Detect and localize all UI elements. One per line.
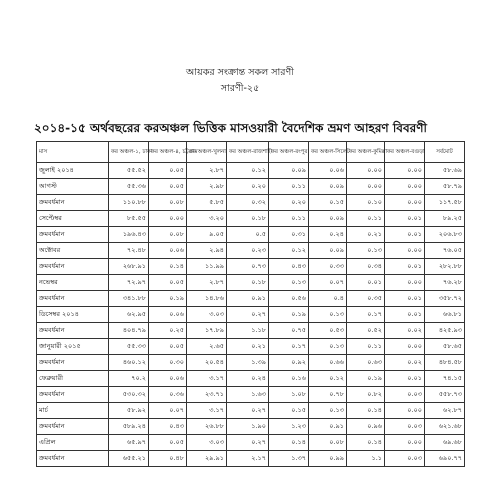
value-cell: ০.১৬: [269, 371, 309, 387]
value-cell: ০.০৯: [309, 243, 347, 259]
value-cell: ০.১২: [309, 371, 347, 387]
column-header: কর অঞ্চল-১, ঢাকা: [109, 142, 149, 163]
value-cell: ০.১৮: [227, 275, 269, 291]
value-cell: ০.১২: [269, 243, 309, 259]
value-cell: ০.৫: [227, 227, 269, 243]
value-cell: ০.৩৪: [347, 259, 385, 275]
value-cell: ০.৫৩: [309, 323, 347, 339]
value-cell: ০.৭৮: [309, 387, 347, 403]
value-cell: ০.১৩: [347, 243, 385, 259]
value-cell: ১.২৩: [269, 419, 309, 435]
column-header-month: মাস: [37, 142, 109, 163]
value-cell: ৫৫.৩৬: [109, 179, 149, 195]
value-cell: ৬৫.৯৭: [109, 435, 149, 451]
value-cell: ০.২১: [227, 339, 269, 355]
value-cell: ০.০১: [385, 291, 425, 307]
table-row: [37, 243, 465, 259]
value-cell: ২.৮৭: [187, 163, 227, 179]
value-cell: ০.২৩: [227, 243, 269, 259]
month-cell: আগস্ট: [37, 179, 109, 195]
value-cell: ৬৫৫.২১: [109, 451, 149, 467]
table-row: [37, 435, 465, 451]
value-cell: ৩.১৭: [187, 403, 227, 419]
value-cell: ২৯.৯১: [187, 451, 227, 467]
value-cell: ০.০০: [385, 163, 425, 179]
value-cell: ০.১৯: [269, 307, 309, 323]
value-cell: ০.৭৫: [269, 323, 309, 339]
value-cell: ০.১৩: [309, 307, 347, 323]
column-header: কর অঞ্চল-খুলনা: [187, 142, 227, 163]
value-cell: ২০৬.৮৩: [425, 227, 465, 243]
value-cell: ০.০৩: [385, 387, 425, 403]
table-body: [37, 163, 465, 467]
value-cell: ৪২৫.৯৩: [425, 323, 465, 339]
month-cell: নভেম্বর: [37, 275, 109, 291]
column-header: কর অঞ্চল-বগুড়া: [385, 142, 425, 163]
value-cell: ০.০১: [385, 259, 425, 275]
value-cell: ৭২.৯৭: [109, 275, 149, 291]
month-cell: ক্রমবর্ধমান: [37, 451, 109, 467]
value-cell: ০.০০: [385, 179, 425, 195]
value-cell: ৮৯.২৫: [425, 211, 465, 227]
value-cell: ০.১১: [269, 211, 309, 227]
value-cell: ০.৫৬: [269, 291, 309, 307]
column-header: কর অঞ্চল-রাজশাহী: [227, 142, 269, 163]
value-cell: ৬৯.৬৮: [425, 435, 465, 451]
value-cell: ২.৯৪: [187, 243, 227, 259]
value-cell: ৩.০৩: [187, 435, 227, 451]
value-cell: ৫৮.৬৫: [425, 339, 465, 355]
value-cell: ০.০১: [385, 211, 425, 227]
value-cell: ১৪.৮৬: [187, 291, 227, 307]
month-cell: ক্রমবর্ধমান: [37, 291, 109, 307]
value-cell: ০.০৭: [309, 275, 347, 291]
value-cell: ০.০০: [385, 339, 425, 355]
value-cell: ০.০৬: [309, 163, 347, 179]
value-cell: ২৬.৮৮: [187, 419, 227, 435]
value-cell: ০.৪৮: [149, 451, 187, 467]
month-cell: ক্রমবর্ধমান: [37, 259, 109, 275]
month-cell: মার্চ: [37, 403, 109, 419]
value-cell: ১.১৮: [227, 323, 269, 339]
value-cell: ০.০৫: [149, 435, 187, 451]
value-cell: ৫৮৯.২৪: [109, 419, 149, 435]
column-header: কর অঞ্চল-রংপুর: [269, 142, 309, 163]
value-cell: ০.০২: [385, 355, 425, 371]
value-cell: ০.১৩: [309, 403, 347, 419]
table-row: [37, 195, 465, 211]
value-cell: ০.২৭: [227, 435, 269, 451]
value-cell: ০.৩৫: [347, 291, 385, 307]
value-cell: ০.৯৬: [347, 419, 385, 435]
value-cell: ০.০২: [385, 323, 425, 339]
month-cell: অক্টোবর: [37, 243, 109, 259]
value-cell: ০.২০: [269, 195, 309, 211]
value-cell: ০.৯১: [227, 291, 269, 307]
table-row: [37, 387, 465, 403]
value-cell: ৫৫৮.৭৩: [425, 387, 465, 403]
value-cell: ২৮২.৮৮: [425, 259, 465, 275]
value-cell: ০.৪: [309, 291, 347, 307]
value-cell: ০.০৩: [385, 451, 425, 467]
month-cell: ক্রমবর্ধমান: [37, 387, 109, 403]
table-row: [37, 451, 465, 467]
value-cell: ৪৮৪.৫৮: [425, 355, 465, 371]
value-cell: ৩.০৩: [187, 307, 227, 323]
value-cell: ০.০৩: [385, 419, 425, 435]
value-cell: ০.০০: [385, 243, 425, 259]
value-cell: ৫৮.৯২: [109, 403, 149, 419]
value-cell: ৫৮.৭৯: [425, 179, 465, 195]
table-row: [37, 163, 465, 179]
value-cell: ১.৬৩: [227, 387, 269, 403]
value-cell: ০.০৯: [269, 163, 309, 179]
value-cell: ০.১৫: [269, 403, 309, 419]
table-number: সারণী-২৫: [220, 83, 260, 94]
value-cell: ০.৯১: [309, 419, 347, 435]
value-cell: ১১.৯৯: [187, 259, 227, 275]
travel-tax-table: [36, 141, 465, 467]
value-cell: ০.০১: [385, 307, 425, 323]
value-cell: ০.২১: [347, 227, 385, 243]
value-cell: ০.০৫: [149, 275, 187, 291]
value-cell: ০.৯৯: [309, 451, 347, 467]
month-cell: ক্রমবর্ধমান: [37, 355, 109, 371]
value-cell: ১৯৬.৪৩: [109, 227, 149, 243]
table-row: [37, 179, 465, 195]
value-cell: ০.০৬: [149, 307, 187, 323]
value-cell: ৭০.২: [109, 371, 149, 387]
value-cell: ০.২৪: [227, 371, 269, 387]
value-cell: ০.১৮: [227, 211, 269, 227]
table-row: [37, 307, 465, 323]
value-cell: ২.৬৫: [187, 339, 227, 355]
value-cell: ০.১৫: [309, 195, 347, 211]
value-cell: ১.৯০: [227, 419, 269, 435]
value-cell: ০.০০: [347, 179, 385, 195]
value-cell: ৭৪.১৫: [425, 371, 465, 387]
value-cell: ০.১১: [269, 179, 309, 195]
value-cell: ০.০৮: [309, 435, 347, 451]
value-cell: ০.১৪: [347, 403, 385, 419]
value-cell: ২.৮৭: [187, 275, 227, 291]
value-cell: ০.২৭: [227, 307, 269, 323]
value-cell: ০.০৯: [309, 211, 347, 227]
table-row: [37, 275, 465, 291]
value-cell: ৫৫.৩৩: [109, 339, 149, 355]
column-header: সর্বমোট: [425, 142, 465, 163]
column-header: কর অঞ্চল-৪, চট্টগ্রাম: [149, 142, 187, 163]
value-cell: ০.০৮: [149, 195, 187, 211]
report-heading: আয়কর সংক্রান্ত সকল সারণী: [186, 67, 294, 78]
value-cell: ০.০১: [385, 371, 425, 387]
value-cell: ০.০০: [347, 163, 385, 179]
value-cell: ৭৬.২৮: [425, 275, 465, 291]
value-cell: ৭২.৪৮: [109, 243, 149, 259]
value-cell: ১১০.৮৮: [109, 195, 149, 211]
value-cell: ০.০০: [385, 403, 425, 419]
value-cell: ০.১৭: [347, 307, 385, 323]
table-title: ২০১৪-১৫ অর্থবছরের করঅঞ্চল ভিত্তিক মাসওয়ারী বৈদেশিক ভ্রমণ আহরণ বিবরণী: [34, 121, 427, 135]
value-cell: ০.০৯: [309, 179, 347, 195]
value-cell: ৯.০৫: [187, 227, 227, 243]
table-row: [37, 371, 465, 387]
value-cell: ৬২১.৬৮: [425, 419, 465, 435]
value-cell: ০.০৬: [149, 371, 187, 387]
value-cell: ২.৯৮: [187, 179, 227, 195]
value-cell: ১৭.৮৯: [187, 323, 227, 339]
value-cell: ০.২০: [227, 179, 269, 195]
value-cell: ৬২.৮৭: [425, 403, 465, 419]
value-cell: ১.১: [347, 451, 385, 467]
month-cell: ক্রমবর্ধমান: [37, 195, 109, 211]
value-cell: ৫৫.৫২: [109, 163, 149, 179]
value-cell: ০.৩২: [227, 195, 269, 211]
value-cell: ২.১৭: [227, 451, 269, 467]
value-cell: ০.০০: [385, 435, 425, 451]
value-cell: ৬৬.৮১: [425, 307, 465, 323]
value-cell: ৫৩০.৩২: [109, 387, 149, 403]
column-header: কর অঞ্চল-সিলেট: [309, 142, 347, 163]
month-cell: ক্রমবর্ধমান: [37, 419, 109, 435]
value-cell: ৬২.৯৫: [109, 307, 149, 323]
value-cell: ৩.১৭: [187, 371, 227, 387]
value-cell: ০.৭৩: [227, 259, 269, 275]
table-row: [37, 339, 465, 355]
table-row: [37, 355, 465, 371]
value-cell: ০.১২: [227, 163, 269, 179]
value-cell: ০.৪৩: [149, 419, 187, 435]
value-cell: ৪৬০.১২: [109, 355, 149, 371]
value-cell: ৩.২০: [187, 211, 227, 227]
month-cell: ডিসেম্বর ২০১৪: [37, 307, 109, 323]
value-cell: ২৩.৭১: [187, 387, 227, 403]
value-cell: ১.৩৯: [227, 355, 269, 371]
value-cell: ০.১১: [347, 339, 385, 355]
month-cell: জানুয়ারী ২০১৫: [37, 339, 109, 355]
value-cell: ০.১৩: [309, 339, 347, 355]
value-cell: ৪০৪.৭৯: [109, 323, 149, 339]
value-cell: ০.১৯: [347, 371, 385, 387]
value-cell: ০.০৮: [149, 227, 187, 243]
value-cell: ০.০৫: [149, 339, 187, 355]
value-cell: ০.৬৩: [347, 355, 385, 371]
value-cell: ৩৪১.৮৮: [109, 291, 149, 307]
value-cell: ০.১০: [347, 195, 385, 211]
value-cell: ০.৯২: [269, 355, 309, 371]
table-row: [37, 211, 465, 227]
value-cell: ০.৪৩: [269, 259, 309, 275]
table-row: [37, 227, 465, 243]
value-cell: ০.২৫: [149, 323, 187, 339]
month-cell: সেপ্টেম্বর: [37, 211, 109, 227]
month-cell: ফেব্রুয়ারী: [37, 371, 109, 387]
month-cell: ক্রমবর্ধমান: [37, 227, 109, 243]
table-row: [37, 403, 465, 419]
value-cell: ০.০০: [385, 195, 425, 211]
value-cell: ০.০৭: [149, 403, 187, 419]
value-cell: ০.০৫: [149, 163, 187, 179]
value-cell: ১.০৮: [269, 387, 309, 403]
value-cell: ০.৩৬: [149, 387, 187, 403]
value-cell: ০.৩১: [269, 227, 309, 243]
value-cell: ০.১৯: [149, 291, 187, 307]
value-cell: ০.৩০: [149, 355, 187, 371]
table-row: [37, 419, 465, 435]
value-cell: ৫.৮৫: [187, 195, 227, 211]
value-cell: ৫৮.৬৯: [425, 163, 465, 179]
value-cell: ০.১৩: [269, 275, 309, 291]
value-cell: ৮৫.৫৫: [109, 211, 149, 227]
value-cell: ৬৯০.৭৭: [425, 451, 465, 467]
table-row: [37, 259, 465, 275]
value-cell: ০.০৬: [149, 243, 187, 259]
value-cell: ৭৬.০৫: [425, 243, 465, 259]
value-cell: ০.০১: [347, 275, 385, 291]
table-header-row: [37, 142, 465, 163]
month-cell: ক্রমবর্ধমান: [37, 323, 109, 339]
value-cell: ০.০৫: [149, 179, 187, 195]
value-cell: ৩৫৮.৭২: [425, 291, 465, 307]
value-cell: ০.৮২: [347, 387, 385, 403]
value-cell: ১.৩৭: [269, 451, 309, 467]
value-cell: ২০.৫৪: [187, 355, 227, 371]
value-cell: ০.২৭: [227, 403, 269, 419]
value-cell: ০.১৪: [149, 259, 187, 275]
value-cell: ০.২৪: [309, 227, 347, 243]
value-cell: ০.১১: [347, 211, 385, 227]
value-cell: ০.০০: [149, 211, 187, 227]
value-cell: ০.১৪: [347, 435, 385, 451]
table-row: [37, 291, 465, 307]
value-cell: ০.৩৩: [309, 259, 347, 275]
table-row: [37, 323, 465, 339]
value-cell: ১১৭.৫৮: [425, 195, 465, 211]
month-cell: এপ্রিল: [37, 435, 109, 451]
value-cell: ০.০১: [385, 227, 425, 243]
value-cell: ০.১৪: [269, 435, 309, 451]
value-cell: ০.০০: [385, 275, 425, 291]
value-cell: ০.৫২: [347, 323, 385, 339]
value-cell: ০.৬৬: [309, 355, 347, 371]
value-cell: ০.১৭: [269, 339, 309, 355]
month-cell: জুলাই ২০১৪: [37, 163, 109, 179]
column-header: কর অঞ্চল-কুমিল্লা: [347, 142, 385, 163]
value-cell: ২৬৮.৯১: [109, 259, 149, 275]
